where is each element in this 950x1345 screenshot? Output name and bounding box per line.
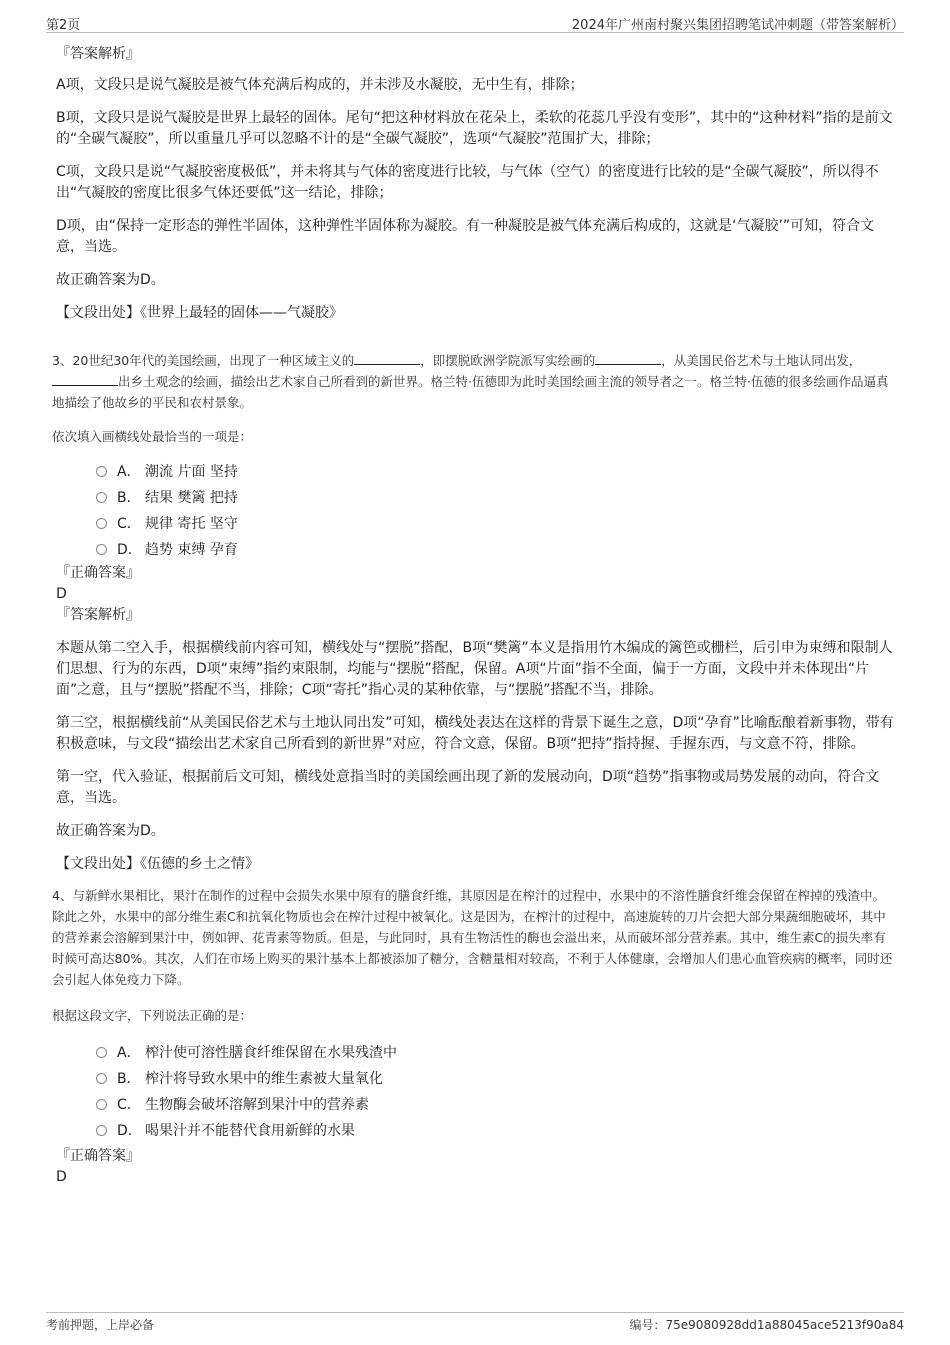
q3-question xyxy=(52,350,896,413)
q2-conclusion: 故正确答案为D。 xyxy=(56,272,165,288)
radio-icon[interactable] xyxy=(96,492,107,503)
q3-analysis-1: 本题从第二空入手，根据横线前内容可知，横线处与“摆脱”搭配，B项“樊篱”本义是指用竹木编成的篱笆或栅栏，后引申为束缚和限制人们思想、行为的东西，D项“束缚”指约束限制，均能与“摆脱”搭配，保留。A项“片面”指不全面，偏于一方面，文段中并未体现出“片面”之意，且与“摆脱”搭配不当，排除；C项“寄托”指心灵的某种依靠，与“摆脱”搭配不当，排除。 xyxy=(56,640,893,698)
q3-conclusion: 故正确答案为D。 xyxy=(56,823,165,839)
q4-prompt: 根据这段文字，下列说法正确的是： xyxy=(52,1008,253,1023)
document-id: 编号：75e9080928dd1a88045ace5213f90a84 xyxy=(629,1318,904,1332)
radio-icon[interactable] xyxy=(96,1099,107,1110)
radio-icon[interactable] xyxy=(96,544,107,555)
q3-option-c[interactable]: C． 规律 寄托 坚守 xyxy=(96,511,896,537)
q2-analysis-label: 『答案解析』 xyxy=(56,46,140,62)
page-number: 第2页 xyxy=(46,18,81,33)
q4-question: 4、与新鲜水果相比，果汁在制作的过程中会损失水果中原有的膳食纤维，其原因是在榨汁的过程中，水果中的不溶性膳食纤维会保留在榨掉的残渣中。除此之外，水果中的部分维生素C和抗氧化物质也会在榨汁过程中被氧化。这是因为，在榨汁的过程中，高速旋转的刀片会把大部分果蔬细胞破坏，其中的营养素会溶解到果汁中，例如钾、花青素等物质。但是，与此同时，具有生物活性的酶也会溢出来，从而破坏部分营养素。其中，维生素C的损失率有时候可高达80%。其次，人们在市场上购买的果汁基本上都被添加了糖分，含糖量相对较高，不利于人体健康，会增加人们患心血管疾病的概率，同时还会引起人体免疫力下降。 xyxy=(52,888,893,987)
q3-option-d[interactable]: D． 趋势 束缚 孕育 xyxy=(96,537,896,563)
document-title: 2024年广州南村聚兴集团招聘笔试冲刺题（带答案解析） xyxy=(571,18,904,33)
q4-option-d[interactable]: D． 喝果汁并不能替代食用新鲜的水果 xyxy=(96,1118,896,1144)
q3-analysis-label: 『答案解析』 xyxy=(56,607,140,623)
q3-analysis-2: 第三空，根据横线前“从美国民俗艺术与土地认同出发”可知，横线处表达在这样的背景下诞生之意，D项“孕育”比喻酝酿着新事物，带有积极意味，与文段“描绘出艺术家自己所看到的新世界”对应，符合文意，保留。B项“把持”指持握、手握东西，与文意不符，排除。 xyxy=(56,715,894,752)
q2-analysis-c: C项，文段只是说“气凝胶密度极低”，并未将其与气体的密度进行比较，与气体（空气）的密度进行比较的是“全碳气凝胶”，所以得不出“气凝胶的密度比很多气体还要低”这一结论，排除； xyxy=(56,164,879,201)
radio-icon[interactable] xyxy=(96,518,107,529)
q4-option-c[interactable]: C． 生物酶会破坏溶解到果汁中的营养素 xyxy=(96,1092,896,1118)
q3-option-b[interactable]: B． 结果 樊篱 把持 xyxy=(96,485,896,511)
q2-source: 【文段出处】《世界上最轻的固体——气凝胶》 xyxy=(56,305,343,321)
q3-text-2: ，即摆脱欧洲学院派写实绘画的 xyxy=(420,353,596,368)
page-footer xyxy=(46,1312,904,1337)
q3-blank-1 xyxy=(354,352,420,365)
q3-blank-3 xyxy=(52,373,118,386)
q4-answer-label: 『正确答案』 xyxy=(56,1148,140,1164)
q3-text-3: ，从美国民俗艺术与土地认同出发， xyxy=(661,353,862,368)
q4-answer: D xyxy=(56,1169,67,1185)
q3-answer-label: 『正确答案』 xyxy=(56,565,140,581)
q3-options xyxy=(56,459,896,563)
footer-slogan: 考前押题，上岸必备 xyxy=(46,1318,155,1332)
q3-blank-2 xyxy=(595,352,661,365)
q4-options xyxy=(56,1040,896,1144)
q3-source: 【文段出处】《伍德的乡土之情》 xyxy=(56,856,259,872)
radio-icon[interactable] xyxy=(96,1073,107,1084)
radio-icon[interactable] xyxy=(96,466,107,477)
q4-option-b[interactable]: B． 榨汁将导致水果中的维生素被大量氧化 xyxy=(96,1066,896,1092)
q3-text-4: 出乡土观念的绘画，描绘出艺术家自己所看到的新世界。格兰特·伍德即为此时美国绘画主流的领导者之一。格兰特·伍德的很多绘画作品逼真地描绘了他故乡的平民和农村景象。 xyxy=(52,374,889,410)
q2-analysis-d: D项，由“保持一定形态的弹性半固体，这种弹性半固体称为凝胶。有一种凝胶是被气体充满后构成的，这就是‘气凝胶’”可知，符合文意，当选。 xyxy=(56,218,875,255)
radio-icon[interactable] xyxy=(96,1125,107,1136)
q3-prompt: 依次填入画横线处最恰当的一项是： xyxy=(52,429,253,444)
page-header xyxy=(46,10,904,33)
q2-analysis-a: A项，文段只是说气凝胶是被气体充满后构成的，并未涉及水凝胶，无中生有，排除； xyxy=(56,77,584,93)
radio-icon[interactable] xyxy=(96,1047,107,1058)
q3-answer: D xyxy=(56,586,67,602)
q3-option-a[interactable]: A． 潮流 片面 坚持 xyxy=(96,459,896,485)
q3-text-1: 3、20世纪30年代的美国绘画，出现了一种区域主义的 xyxy=(52,353,355,368)
q3-analysis-3: 第一空，代入验证，根据前后文可知，横线处意指当时的美国绘画出现了新的发展动向，D项“趋势”指事物或局势发展的动向，符合文意，当选。 xyxy=(56,769,880,806)
q4-option-a[interactable]: A． 榨汁使可溶性膳食纤维保留在水果残渣中 xyxy=(96,1040,896,1066)
q2-analysis-b: B项，文段只是说气凝胶是世界上最轻的固体。尾句“把这种材料放在花朵上，柔软的花蕊几乎没有变形”，其中的“这种材料”指的是前文的“全碳气凝胶”，所以重量几乎可以忽略不计的是“全碳气凝胶”，选项“气凝胶”范围扩大，排除； xyxy=(56,110,893,147)
page-content xyxy=(52,44,896,1188)
